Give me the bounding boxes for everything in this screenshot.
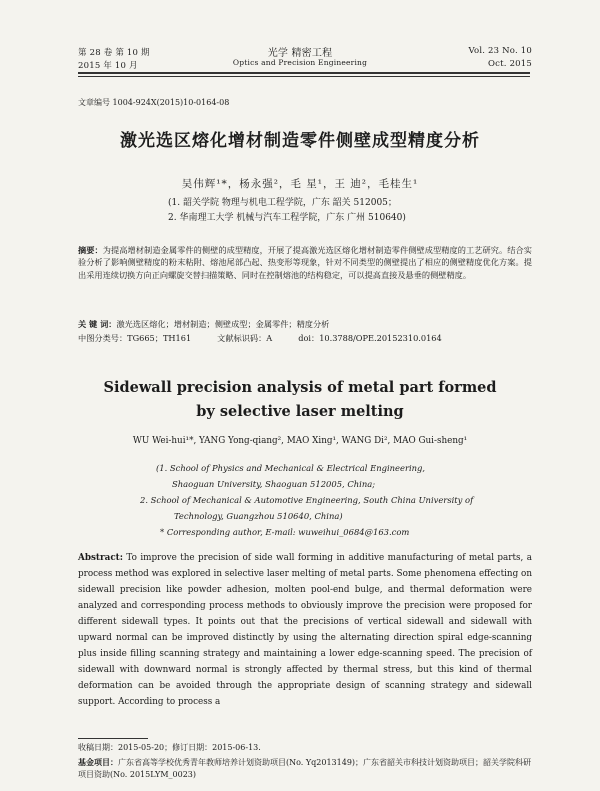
date-zh: 2015 年 10 月 xyxy=(78,61,138,71)
article-number: 文章编号 1004-924X(2015)10-0164-08 xyxy=(78,98,230,107)
fund-label: 基金项目： xyxy=(78,757,118,767)
title-en-line-2: by selective laser melting xyxy=(196,403,404,420)
authors-en: WU Wei-hui¹*, YANG Yong-qiang², MAO Xing¹, WANG Di², MAO Gui-sheng¹ xyxy=(132,436,468,446)
classification-zh xyxy=(78,332,532,344)
journal-title-zh: 光学 精密工程 xyxy=(267,48,333,59)
journal-title-en: Optics and Precision Engineering xyxy=(232,58,368,67)
keywords-zh-label: 关 键 词： xyxy=(78,319,117,329)
authors-zh: 吴伟辉¹*，杨永强²，毛 星¹，王 迪²，毛桂生¹ xyxy=(181,178,419,190)
header-rule xyxy=(78,72,530,74)
abstract-zh-text: 为提高增材制造金属零件的侧壁的成型精度，开展了提高激光选区熔化增材制造零件侧壁成型精度的工艺研究。结合实验分析了影响侧壁精度的粉末粘附、熔池尾部凸起、热变形等现象，针对不同类型的侧壁提出了相应的侧壁精度优化方案。提出采用连续切换方向正向螺旋交替扫描策略、同时在控制熔池的结构稳定，可以提高直接及悬垂的侧壁精度。 xyxy=(78,245,532,280)
doi: doi：10.3788/OPE.20152310.0164 xyxy=(298,333,442,343)
affiliation-en-2: 2. School of Mechanical & Automotive Engineering, South China University of xyxy=(140,495,474,505)
clc-number: 中图分类号：TG665；TH161 xyxy=(78,333,192,343)
date-en: Oct. 2015 xyxy=(488,59,532,69)
abstract-zh-label: 摘要： xyxy=(78,245,103,255)
affiliations-en xyxy=(140,460,520,540)
abstract-en xyxy=(78,550,532,710)
abstract-en-label: Abstract: xyxy=(78,553,123,563)
corresponding-author: * Corresponding author, E-mail: wuweihui_0684@163.com xyxy=(160,527,410,537)
fund-info xyxy=(78,756,532,781)
affiliation-en-1: (1. School of Physics and Mechanical & Electrical Engineering, xyxy=(156,463,426,473)
title-en-line-1: Sidewall precision analysis of metal part formed xyxy=(103,379,497,396)
title-zh: 激光选区熔化增材制造零件侧壁成型精度分析 xyxy=(120,131,480,151)
abstract-zh xyxy=(78,244,532,281)
affiliation-en-1b: Shaoguan University, Shaoguan 512005, China; xyxy=(172,479,376,489)
abstract-en-text: To improve the precision of side wall forming in additive manufacturing of metal parts, a process method was explored in selective laser melting of metal parts. Some phenomena effecting on sidewall precision like powder adhesion, molten pool-end bulge, and thermal deformation were analyzed and corresponding process methods to obviously improve the precision were proposed for different sidewall types. It points out that the precisions of vertical sidewall and sidewall with upward normal can be improved distinctly by using the alternating direction spiral edge-scanning plus inside filling scanning strategy and maintaining a lower edge-scanning speed. The precision of sidewall with downward normal is strongly affected by thermal stress, but this kind of thermal deformation can be avoided through the appropriate design of scanning strategy and sidewall support. According to process a xyxy=(78,553,533,707)
affiliation-en-2b: Technology, Guangzhou 510640, China) xyxy=(174,511,343,521)
document-code: 文献标识码：A xyxy=(217,333,273,343)
affiliations-zh xyxy=(168,196,508,226)
affiliation-zh-2: 2. 华南理工大学 机械与汽车工程学院，广东 广州 510640) xyxy=(168,213,406,223)
volume-issue-zh: 第 28 卷 第 10 期 xyxy=(78,48,150,58)
keywords-zh xyxy=(78,318,532,330)
fund-text: 广东省高等学校优秀青年教师培养计划资助项目(No. Yq2013149)；广东省韶关市科技计划资助项目；韶关学院科研项目资助(No. 2015LYM_0023) xyxy=(78,758,532,779)
affiliation-zh-1: (1. 韶关学院 物理与机电工程学院，广东 韶关 512005； xyxy=(168,198,397,208)
title-en xyxy=(40,376,560,424)
volume-issue-en: Vol. 23 No. 10 xyxy=(468,46,532,56)
footnote-rule xyxy=(78,738,148,739)
received-date: 收稿日期：2015-05-20；修订日期：2015-06-13. xyxy=(78,743,261,752)
header-rule-thin xyxy=(78,76,530,77)
keywords-zh-text: 激光选区熔化；增材制造；侧壁成型；金属零件；精度分析 xyxy=(116,319,330,329)
